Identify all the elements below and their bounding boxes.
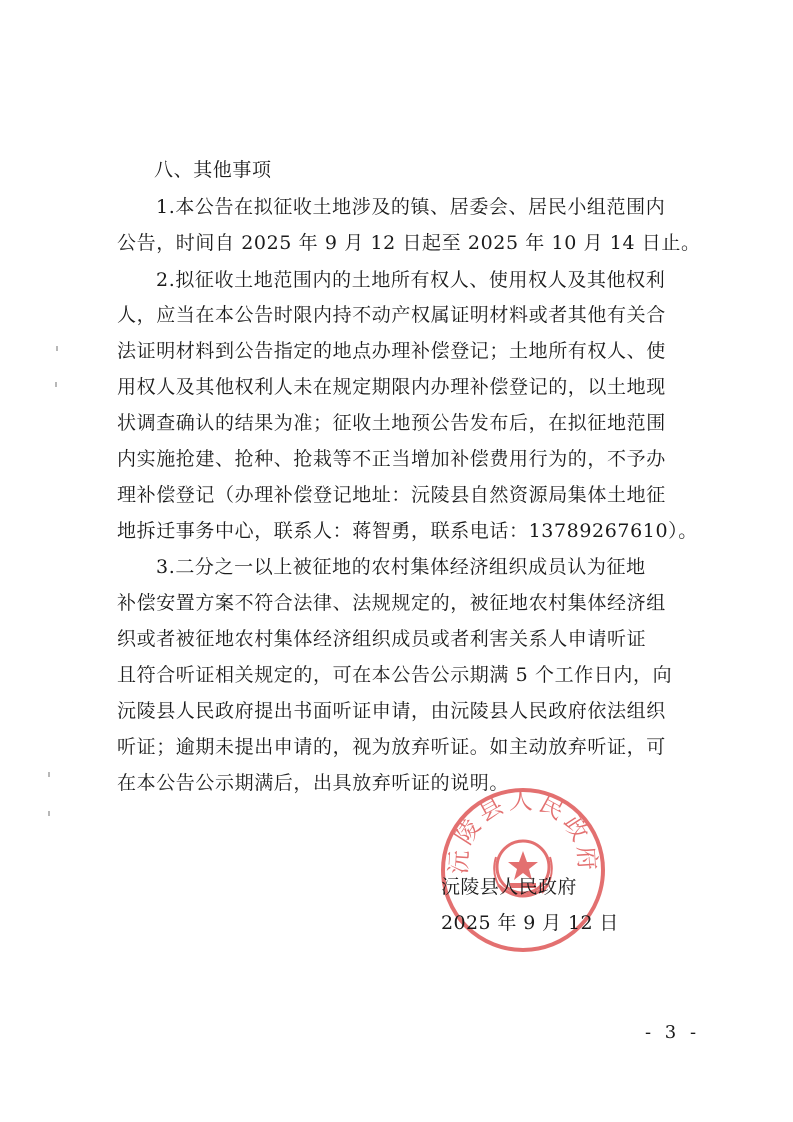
paragraph-line: 用权人及其他权利人未在规定期限内办理补偿登记的，以土地现	[117, 376, 666, 398]
scan-speck	[48, 811, 50, 816]
scan-speck	[55, 382, 57, 387]
signature-date: 2025 年 9 月 12 日	[441, 912, 619, 934]
paragraph-line: 状调查确认的结果为准；征收土地预公告发布后，在拟征地范围	[117, 412, 666, 434]
paragraph-line: 沅陵县人民政府提出书面听证申请，由沅陵县人民政府依法组织	[117, 700, 666, 722]
signature-organization: 沅陵县人民政府	[441, 876, 577, 898]
paragraph-line: 理补偿登记（办理补偿登记地址：沅陵县自然资源局集体土地征	[117, 484, 666, 506]
seal-text: 沅陵县人民政府	[444, 786, 602, 876]
paragraph-line: 在本公告公示期满后，出具放弃听证的说明。	[117, 772, 510, 794]
scan-speck	[56, 346, 58, 351]
paragraph-line: 1.本公告在拟征收土地涉及的镇、居委会、居民小组范围内	[156, 196, 666, 218]
paragraph-line: 2.拟征收土地范围内的土地所有权人、使用权人及其他权利	[156, 269, 666, 291]
paragraph-line: 地拆迁事务中心，联系人：蒋智勇，联系电话：13789267610）。	[117, 520, 698, 542]
paragraph-line: 织或者被征地农村集体经济组织成员或者利害关系人申请听证	[117, 628, 647, 650]
page-number: - 3 -	[645, 1022, 701, 1043]
paragraph-line: 3.二分之一以上被征地的农村集体经济组织成员认为征地	[156, 556, 646, 578]
paragraph-line: 法证明材料到公告指定的地点办理补偿登记；土地所有权人、使	[117, 340, 666, 362]
paragraph-line: 内实施抢建、抢种、抢栽等不正当增加补偿费用行为的，不予办	[117, 448, 666, 470]
paragraph-line: 公告，时间自 2025 年 9 月 12 日起至 2025 年 10 月 14 日止。	[117, 232, 701, 254]
scan-speck	[48, 772, 50, 777]
section-heading: 八、其他事项	[154, 159, 272, 181]
paragraph-line: 且符合听证相关规定的，可在本公告公示期满 5 个工作日内，向	[117, 664, 673, 686]
paragraph-line: 听证；逾期未提出申请的，视为放弃听证。如主动放弃听证，可	[117, 736, 666, 758]
paragraph-line: 人，应当在本公告时限内持不动产权属证明材料或者其他有关合	[117, 304, 666, 326]
paragraph-line: 补偿安置方案不符合法律、法规规定的，被征地农村集体经济组	[117, 592, 666, 614]
